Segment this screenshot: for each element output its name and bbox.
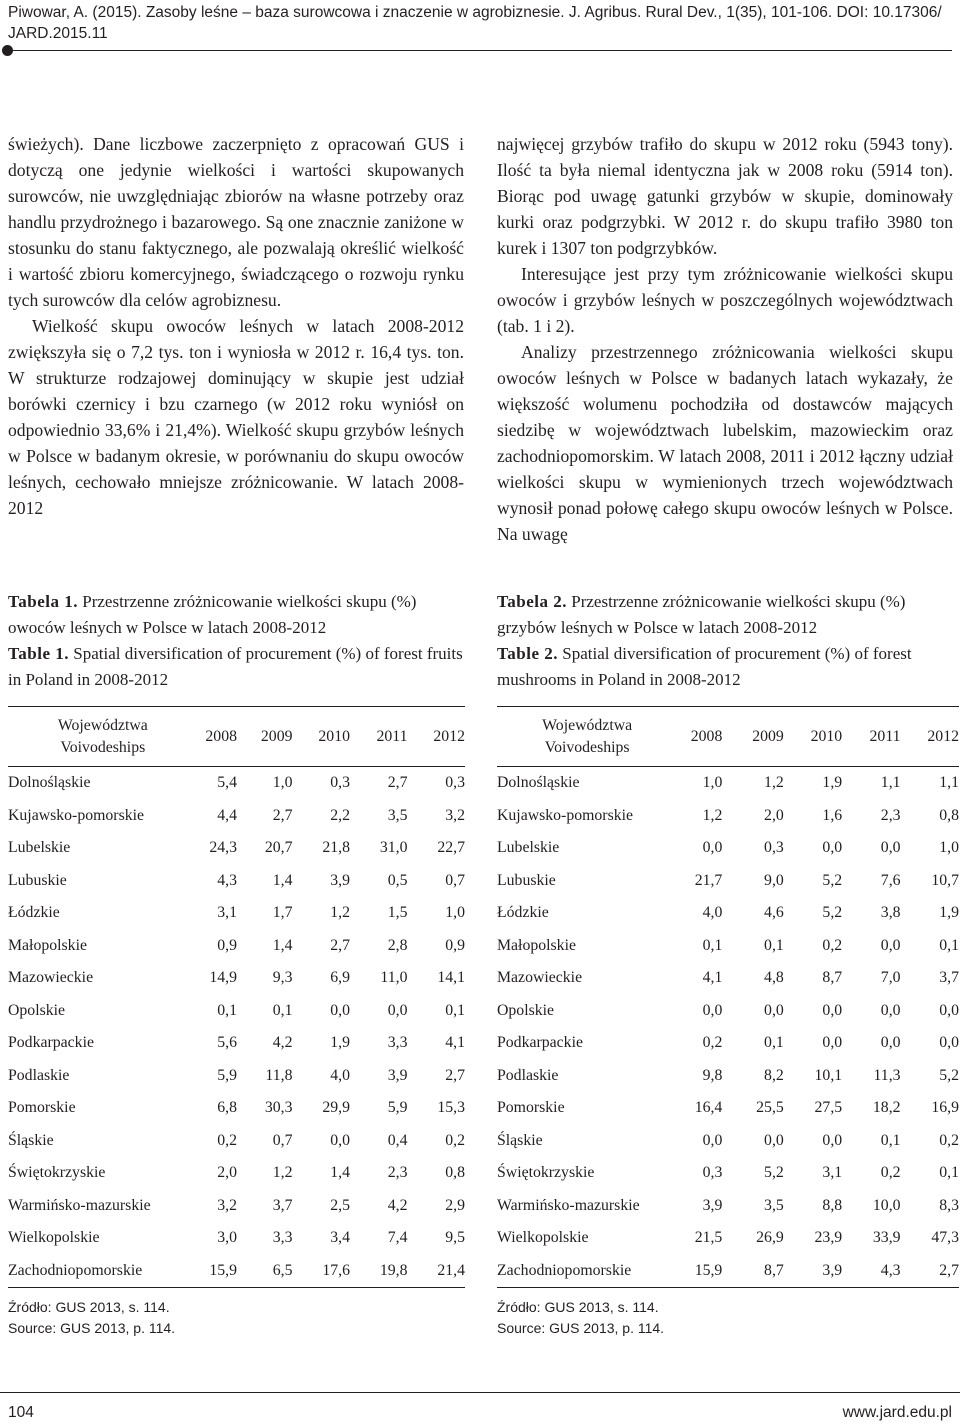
- body-column-left: [8, 131, 464, 521]
- value-cell: 0,1: [217, 1001, 237, 1019]
- value-cell: 1,9: [822, 774, 843, 792]
- value-cell: 0,7: [445, 871, 465, 889]
- value-cell: 16,4: [694, 1099, 723, 1117]
- region-name-cell: Wielkopolskie: [497, 1229, 589, 1247]
- value-cell: 2,0: [764, 806, 784, 824]
- value-cell: 15,3: [437, 1099, 465, 1117]
- region-name-cell: Dolnośląskie: [497, 774, 580, 792]
- value-cell: 0,0: [822, 1034, 843, 1052]
- value-cell: 17,6: [322, 1261, 350, 1279]
- table-row: [497, 865, 959, 898]
- value-cell: 8,3: [939, 1196, 959, 1214]
- source-en: Source: GUS 2013, p. 114.: [497, 1320, 665, 1336]
- value-cell: 16,9: [931, 1099, 959, 1117]
- value-cell: 0,0: [822, 1131, 843, 1149]
- region-name-cell: Świętokrzyskie: [497, 1164, 595, 1182]
- value-cell: 0,0: [764, 1001, 784, 1019]
- value-cell: 0,1: [764, 1034, 784, 1052]
- value-cell: 0,2: [939, 1131, 959, 1149]
- value-cell: 5,2: [764, 1164, 784, 1182]
- value-cell: 1,5: [387, 904, 408, 922]
- value-cell: 10,0: [872, 1196, 901, 1214]
- value-cell: 2,7: [330, 936, 350, 954]
- value-cell: 3,9: [330, 871, 350, 889]
- value-cell: 0,3: [445, 774, 465, 792]
- value-cell: 0,2: [880, 1164, 901, 1182]
- value-cell: 3,3: [387, 1034, 408, 1052]
- value-cell: 0,1: [939, 936, 959, 954]
- table-row: [8, 1092, 465, 1125]
- table1-label-pl: Tabela 1.: [8, 592, 79, 611]
- table-row: [8, 767, 465, 800]
- table-row: [497, 1157, 959, 1190]
- value-cell: 8,2: [764, 1066, 784, 1084]
- year-column-header: 2012: [433, 727, 465, 745]
- value-cell: 3,2: [445, 806, 465, 824]
- value-cell: 1,1: [880, 774, 901, 792]
- region-name-cell: Kujawsko-pomorskie: [497, 806, 634, 824]
- year-column-header: 2008: [205, 727, 237, 745]
- year-column-header: 2009: [752, 727, 784, 745]
- value-cell: 4,3: [217, 871, 237, 889]
- region-name-cell: Mazowieckie: [497, 969, 583, 987]
- body-column-right: [497, 131, 953, 547]
- value-cell: 0,0: [702, 839, 723, 857]
- table-row: [497, 1222, 959, 1255]
- value-cell: 14,9: [209, 969, 237, 987]
- paragraph: najwięcej grzybów trafiło do skupu w 2012 roku (5943 tony). Ilość ta była niemal identyczna jak w 2008 roku (5914 ton). Biorąc pod uwagę gatunki grzybów w skupie, dominowały kurki oraz podgrzybki. W 2012 r. do skupu trafiło 3980 ton kurek i 1307 ton podgrzybków.: [497, 134, 953, 258]
- table2-source: [497, 1297, 664, 1339]
- year-column-header: 2011: [376, 727, 408, 745]
- value-cell: 4,6: [764, 904, 784, 922]
- value-cell: 9,8: [702, 1066, 723, 1084]
- region-name-cell: Podlaskie: [497, 1066, 559, 1084]
- header-region-en: Voivodeships: [60, 738, 146, 756]
- value-cell: 0,1: [939, 1164, 959, 1182]
- value-cell: 7,0: [880, 969, 901, 987]
- value-cell: 0,0: [880, 1034, 901, 1052]
- table-row: [8, 1060, 465, 1093]
- value-cell: 3,3: [272, 1229, 293, 1247]
- value-cell: 8,7: [764, 1261, 784, 1279]
- value-cell: 11,0: [380, 969, 408, 987]
- value-cell: 24,3: [209, 839, 237, 857]
- year-column-header: 2008: [690, 727, 723, 745]
- value-cell: 0,0: [880, 936, 901, 954]
- value-cell: 5,2: [822, 871, 843, 889]
- value-cell: 0,0: [880, 1001, 901, 1019]
- value-cell: 3,5: [387, 806, 408, 824]
- table-row: [8, 1125, 465, 1158]
- paragraph: Interesujące jest przy tym zróżnicowanie wielkości skupu owoców i grzybów leśnych w poszczególnych województwach (tab. 1 i 2).: [497, 264, 953, 336]
- value-cell: 23,9: [814, 1229, 843, 1247]
- value-cell: 8,8: [822, 1196, 843, 1214]
- value-cell: 26,9: [756, 1229, 784, 1247]
- table-row: [497, 962, 959, 995]
- table-row: [497, 1092, 959, 1125]
- table-row: [497, 767, 959, 800]
- citation-header: Piwowar, A. (2015). Zasoby leśne – baza surowcowa i znaczenie w agrobiznesie. J. Agribus. Rural Dev., 1(35), 101-106. DOI: 10.17306/ JARD.2015.11: [8, 4, 942, 42]
- header-region-pl: Województwa: [542, 716, 633, 734]
- table-row: [8, 832, 465, 865]
- table-row: [497, 930, 959, 963]
- region-name-cell: Lubelskie: [497, 839, 560, 857]
- table-row: [497, 1125, 959, 1158]
- value-cell: 9,5: [445, 1229, 465, 1247]
- table-header-row: [497, 707, 959, 767]
- value-cell: 11,3: [873, 1066, 901, 1084]
- value-cell: 3,8: [880, 904, 901, 922]
- table-row: [8, 1027, 465, 1060]
- table1-label-en: Table 1.: [8, 644, 70, 663]
- table2-label-en: Table 2.: [497, 644, 559, 663]
- table-row: [8, 800, 465, 833]
- value-cell: 30,3: [264, 1099, 293, 1117]
- value-cell: 33,9: [872, 1229, 901, 1247]
- region-name-cell: Pomorskie: [497, 1099, 565, 1117]
- value-cell: 0,9: [445, 936, 465, 954]
- value-cell: 1,0: [939, 839, 959, 857]
- value-cell: 0,0: [880, 839, 901, 857]
- value-cell: 0,7: [272, 1131, 293, 1149]
- value-cell: 3,5: [764, 1196, 784, 1214]
- source-pl: Źródło: GUS 2013, s. 114.: [497, 1299, 659, 1315]
- value-cell: 1,2: [702, 806, 723, 824]
- value-cell: 2,3: [387, 1164, 408, 1182]
- year-column-header: 2010: [318, 727, 350, 745]
- value-cell: 0,0: [822, 839, 843, 857]
- value-cell: 0,2: [702, 1034, 723, 1052]
- value-cell: 29,9: [322, 1099, 350, 1117]
- value-cell: 1,0: [702, 774, 723, 792]
- value-cell: 1,1: [939, 774, 959, 792]
- value-cell: 3,4: [330, 1229, 350, 1247]
- value-cell: 1,2: [330, 904, 350, 922]
- value-cell: 7,4: [387, 1229, 408, 1247]
- region-name-cell: Dolnośląskie: [8, 774, 91, 792]
- table-row: [8, 1222, 465, 1255]
- table1-caption-en: Spatial diversification of procurement (%) of forest fruits in Poland in 2008-2012: [8, 644, 463, 689]
- value-cell: 1,2: [764, 774, 784, 792]
- table2-caption: [497, 589, 959, 693]
- value-cell: 0,0: [939, 1034, 959, 1052]
- value-cell: 4,2: [387, 1196, 408, 1214]
- value-cell: 4,3: [880, 1261, 901, 1279]
- value-cell: 6,8: [217, 1099, 237, 1117]
- value-cell: 5,2: [939, 1066, 959, 1084]
- region-name-cell: Pomorskie: [8, 1099, 76, 1117]
- value-cell: 1,6: [822, 806, 843, 824]
- region-name-cell: Mazowieckie: [8, 969, 94, 987]
- value-cell: 5,9: [217, 1066, 237, 1084]
- year-column-header: 2010: [810, 727, 843, 745]
- footer-rule: [0, 1392, 960, 1393]
- value-cell: 14,1: [437, 969, 465, 987]
- table1-source: [8, 1297, 175, 1339]
- value-cell: 0,1: [880, 1131, 901, 1149]
- value-cell: 6,5: [272, 1261, 293, 1279]
- value-cell: 31,0: [379, 839, 408, 857]
- region-name-cell: Łódzkie: [497, 904, 549, 922]
- value-cell: 27,5: [814, 1099, 843, 1117]
- value-cell: 2,5: [330, 1196, 350, 1214]
- value-cell: 0,3: [330, 774, 350, 792]
- year-column-header: 2009: [260, 727, 293, 745]
- page-number: 104: [8, 1404, 34, 1421]
- region-name-cell: Zachodniopomorskie: [8, 1261, 143, 1279]
- value-cell: 2,7: [272, 806, 293, 824]
- region-name-cell: Śląskie: [8, 1131, 54, 1149]
- region-name-cell: Kujawsko-pomorskie: [8, 806, 145, 824]
- region-name-cell: Zachodniopomorskie: [497, 1261, 632, 1279]
- value-cell: 5,2: [822, 904, 843, 922]
- header-region-pl: Województwa: [57, 716, 148, 734]
- table-row: [8, 995, 465, 1028]
- table-row: [497, 1190, 959, 1223]
- value-cell: 18,2: [872, 1099, 901, 1117]
- table-row: [497, 1027, 959, 1060]
- value-cell: 0,0: [702, 1131, 723, 1149]
- value-cell: 0,0: [702, 1001, 723, 1019]
- table-row: [8, 1157, 465, 1190]
- value-cell: 0,0: [764, 1131, 784, 1149]
- value-cell: 1,4: [330, 1164, 350, 1182]
- value-cell: 1,2: [272, 1164, 293, 1182]
- value-cell: 9,3: [272, 969, 293, 987]
- value-cell: 9,0: [764, 871, 784, 889]
- table-row: [8, 897, 465, 930]
- header-bullet: [2, 45, 13, 56]
- value-cell: 0,0: [330, 1131, 350, 1149]
- region-name-cell: Podlaskie: [8, 1066, 70, 1084]
- table2-label-pl: Tabela 2.: [497, 592, 568, 611]
- value-cell: 1,4: [272, 871, 293, 889]
- value-cell: 1,7: [272, 904, 293, 922]
- region-name-cell: Warmińsko-mazurskie: [497, 1196, 640, 1214]
- table-row: [497, 832, 959, 865]
- region-name-cell: Opolskie: [497, 1001, 555, 1019]
- value-cell: 0,0: [822, 1001, 843, 1019]
- region-name-cell: Lubuskie: [8, 871, 67, 889]
- year-column-header: 2012: [927, 727, 959, 745]
- value-cell: 4,2: [272, 1034, 293, 1052]
- value-cell: 4,1: [702, 969, 723, 987]
- paragraph: Analizy przestrzennego zróżnicowania wielkości skupu owoców leśnych w Polsce w badanych latach wykazały, że większość wolumenu pochodziła od dostawców mających siedzibę w województwach lubelskim, mazowieckim oraz zachodniopomorskim. W latach 2008, 2011 i 2012 łączny udział wielkości skupu w wymienionych trzech województwach wynosił ponad połowę całego skupu owoców leśnych w Polsce. Na uwagę: [497, 342, 953, 544]
- value-cell: 2,8: [387, 936, 408, 954]
- table1: [8, 706, 465, 1288]
- value-cell: 3,9: [702, 1196, 723, 1214]
- value-cell: 4,1: [445, 1034, 465, 1052]
- value-cell: 3,0: [217, 1229, 237, 1247]
- value-cell: 0,8: [939, 806, 959, 824]
- value-cell: 0,9: [217, 936, 237, 954]
- table-row: [8, 962, 465, 995]
- value-cell: 7,6: [880, 871, 901, 889]
- value-cell: 0,2: [217, 1131, 237, 1149]
- value-cell: 2,3: [880, 806, 901, 824]
- value-cell: 0,3: [702, 1164, 723, 1182]
- website-link[interactable]: www.jard.edu.pl: [842, 1404, 952, 1421]
- value-cell: 22,7: [437, 839, 465, 857]
- value-cell: 21,4: [437, 1261, 465, 1279]
- value-cell: 1,9: [939, 904, 959, 922]
- table2-caption-pl: Przestrzenne zróżnicowanie wielkości skupu (%) grzybów leśnych w Polsce w latach 2008-2012: [497, 592, 906, 637]
- value-cell: 1,0: [272, 774, 293, 792]
- year-column-header: 2011: [869, 727, 901, 745]
- paragraph: świeżych). Dane liczbowe zaczerpnięto z opracowań GUS i dotyczą one jedynie wielkości i wartości skupowanych surowców, nie uwzględniając zbiorów na własne potrzeby oraz handlu przydrożnego i bazarowego. Są one znacznie zaniżone w stosunku do stanu faktycznego, ale pozwalają określić wielkość i wartość zbioru komercyjnego, świadczącego o rozwoju rynku tych surowców dla celów agrobiznesu.: [8, 134, 464, 310]
- value-cell: 10,1: [814, 1066, 843, 1084]
- region-name-cell: Wielkopolskie: [8, 1229, 100, 1247]
- table-row: [8, 1190, 465, 1223]
- value-cell: 2,7: [939, 1261, 959, 1279]
- value-cell: 3,9: [822, 1261, 843, 1279]
- value-cell: 0,2: [445, 1131, 465, 1149]
- header-rule: [8, 50, 952, 51]
- value-cell: 5,6: [217, 1034, 237, 1052]
- value-cell: 0,1: [445, 1001, 465, 1019]
- value-cell: 4,0: [330, 1066, 350, 1084]
- value-cell: 47,3: [931, 1229, 959, 1247]
- value-cell: 1,9: [330, 1034, 350, 1052]
- value-cell: 2,7: [445, 1066, 465, 1084]
- value-cell: 4,4: [217, 806, 237, 824]
- value-cell: 2,9: [445, 1196, 465, 1214]
- value-cell: 10,7: [931, 871, 959, 889]
- region-name-cell: Łódzkie: [8, 904, 60, 922]
- value-cell: 3,1: [217, 904, 237, 922]
- value-cell: 1,0: [445, 904, 465, 922]
- value-cell: 20,7: [264, 839, 293, 857]
- region-column-header: [497, 707, 677, 767]
- table2-caption-en: Spatial diversification of procurement (%) of forest mushrooms in Poland in 2008-2012: [497, 644, 912, 689]
- value-cell: 4,8: [764, 969, 784, 987]
- value-cell: 5,9: [387, 1099, 408, 1117]
- region-name-cell: Lubuskie: [497, 871, 556, 889]
- region-name-cell: Śląskie: [497, 1131, 543, 1149]
- header-region-en: Voivodeships: [544, 738, 630, 756]
- value-cell: 1,4: [272, 936, 293, 954]
- value-cell: 21,7: [694, 871, 723, 889]
- value-cell: 6,9: [330, 969, 350, 987]
- value-cell: 0,1: [272, 1001, 293, 1019]
- region-name-cell: Warmińsko-mazurskie: [8, 1196, 151, 1214]
- table-row: [8, 1255, 465, 1288]
- value-cell: 2,7: [387, 774, 408, 792]
- source-en: Source: GUS 2013, p. 114.: [8, 1320, 176, 1336]
- value-cell: 3,7: [272, 1196, 293, 1214]
- value-cell: 11,8: [265, 1066, 293, 1084]
- table-header-row: [8, 707, 465, 767]
- value-cell: 4,0: [702, 904, 723, 922]
- value-cell: 21,8: [322, 839, 350, 857]
- region-name-cell: Małopolskie: [497, 936, 576, 954]
- value-cell: 25,5: [756, 1099, 784, 1117]
- value-cell: 2,0: [217, 1164, 237, 1182]
- value-cell: 0,0: [387, 1001, 408, 1019]
- region-name-cell: Świętokrzyskie: [8, 1164, 106, 1182]
- value-cell: 3,1: [822, 1164, 843, 1182]
- table-row: [497, 995, 959, 1028]
- value-cell: 3,2: [217, 1196, 237, 1214]
- value-cell: 0,8: [445, 1164, 465, 1182]
- value-cell: 0,4: [387, 1131, 408, 1149]
- table-row: [497, 897, 959, 930]
- value-cell: 3,9: [387, 1066, 408, 1084]
- table-row: [497, 1255, 959, 1288]
- source-pl: Źródło: GUS 2013, s. 114.: [8, 1299, 170, 1315]
- value-cell: 3,7: [939, 969, 959, 987]
- value-cell: 21,5: [694, 1229, 723, 1247]
- region-name-cell: Lubelskie: [8, 839, 71, 857]
- value-cell: 15,9: [209, 1261, 237, 1279]
- table-row: [8, 865, 465, 898]
- table-row: [8, 930, 465, 963]
- paragraph: Wielkość skupu owoców leśnych w latach 2008-2012 zwiększyła się o 7,2 tys. ton i wyniosła w 2012 r. 16,4 tys. ton. W strukturze rodzajowej dominujący w skupie jest udział borówki czernicy i bzu czarnego (w 2012 roku wyniósł on odpowiednio 33,6% i 21,4%). Wielkość skupu grzybów leśnych w Polsce w badanym okresie, w porównaniu do skupu owoców leśnych, cechowało mniejsze zróżnicowanie. W latach 2008-2012: [8, 316, 464, 518]
- region-column-header: [8, 707, 198, 767]
- region-name-cell: Małopolskie: [8, 936, 87, 954]
- value-cell: 0,3: [764, 839, 784, 857]
- value-cell: 0,1: [764, 936, 784, 954]
- table-row: [497, 800, 959, 833]
- table-row: [497, 1060, 959, 1093]
- region-name-cell: Podkarpackie: [8, 1034, 94, 1052]
- value-cell: 0,5: [387, 871, 408, 889]
- region-name-cell: Podkarpackie: [497, 1034, 583, 1052]
- value-cell: 8,7: [822, 969, 843, 987]
- value-cell: 0,1: [702, 936, 723, 954]
- value-cell: 15,9: [694, 1261, 723, 1279]
- value-cell: 5,4: [217, 774, 237, 792]
- region-name-cell: Opolskie: [8, 1001, 66, 1019]
- value-cell: 2,2: [330, 806, 350, 824]
- value-cell: 19,8: [379, 1261, 408, 1279]
- value-cell: 0,0: [939, 1001, 959, 1019]
- table1-caption: [8, 589, 470, 693]
- table2: [497, 706, 959, 1288]
- value-cell: 0,2: [822, 936, 843, 954]
- table1-caption-pl: Przestrzenne zróżnicowanie wielkości skupu (%) owoców leśnych w Polsce w latach 2008-2012: [8, 592, 417, 637]
- value-cell: 0,0: [330, 1001, 350, 1019]
